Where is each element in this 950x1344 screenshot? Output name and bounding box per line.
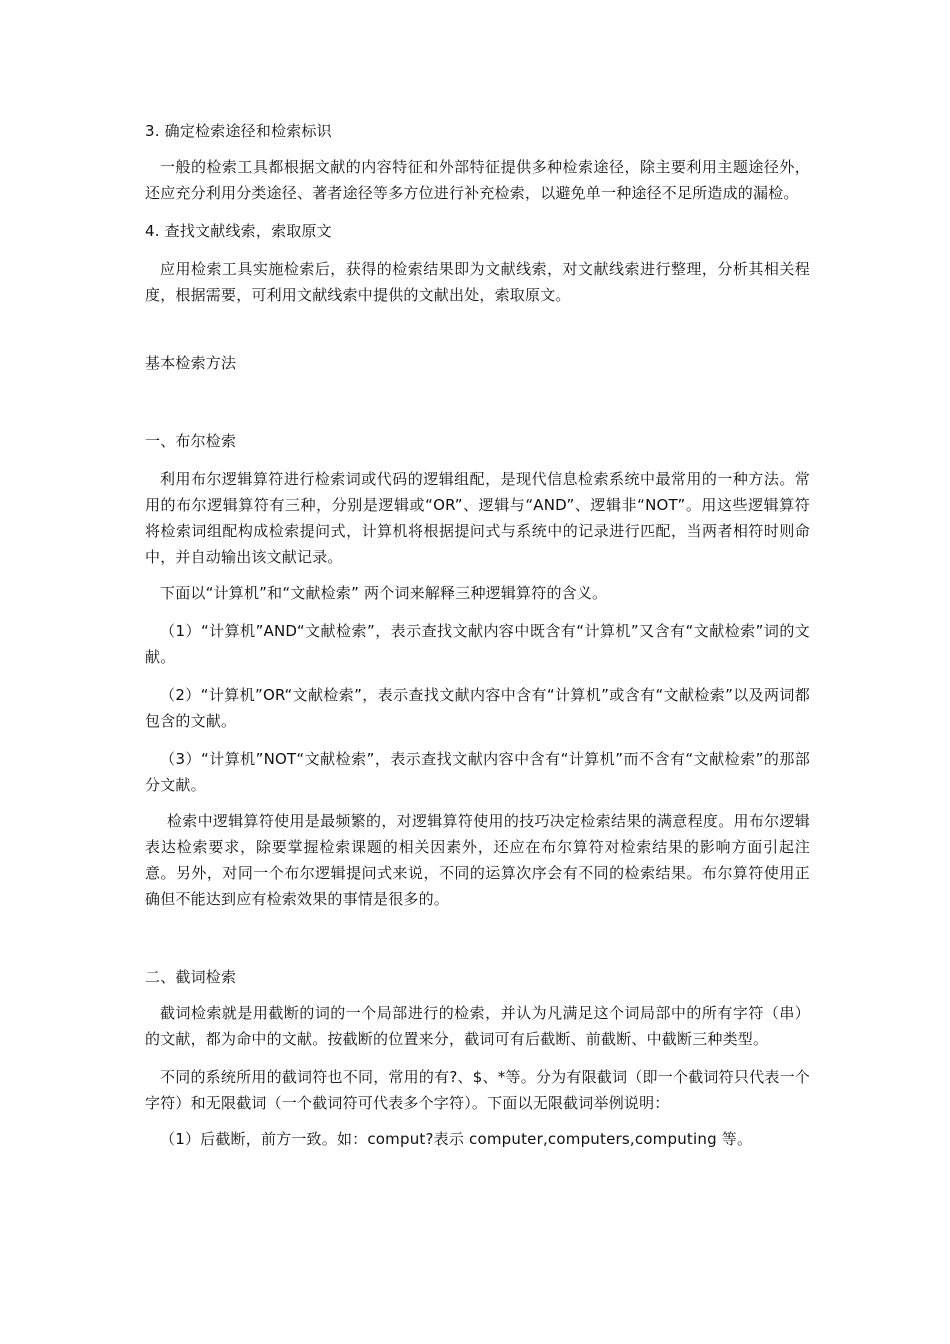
document-page bbox=[145, 118, 810, 1152]
boolean-note-paragraph: 检索中逻辑算符使用是最频繁的，对逻辑算符使用的技巧决定检索结果的满意程度。用布尔逻辑表达检索要求，除要掌握检索课题的相关因素外，还应在布尔算符对检索结果的影响方面引起注意。另外，对同一个布尔逻辑提问式来说，不同的运算次序会有不同的检索结果。布尔算符使用正确但不能达到应有检索效果的事情是很多的。 bbox=[145, 812, 810, 908]
section-3-paragraph: 一般的检索工具都根据文献的内容特征和外部特征提供多种检索途径，除主要利用主题途径外，还应充分利用分类途径、著者途径等多方位进行补充检索，以避免单一种途径不足所造成的漏检。 bbox=[145, 158, 810, 202]
section-4-heading: 4. 查找文献线索，索取原文 bbox=[145, 222, 332, 240]
truncation-symbols-paragraph: 不同的系统所用的截词符也不同，常用的有?、$、*等。分为有限截词（即一个截词符只代表一个字符）和无限截词（一个截词符可代表多个字符）。下面以无限截词举例说明： bbox=[145, 1068, 810, 1112]
section-4-paragraph: 应用检索工具实施检索后，获得的检索结果即为文献线索，对文献线索进行整理，分析其相关程度，根据需要，可利用文献线索中提供的文献出处，索取原文。 bbox=[145, 260, 810, 304]
truncation-item-suffix: （1）后截断，前方一致。如：comput?表示 computer,computers,computing 等。 bbox=[160, 1130, 753, 1148]
truncation-search-heading: 二、截词检索 bbox=[145, 968, 237, 986]
boolean-item-and: （1）“计算机”AND“文献检索”，表示查找文献内容中既含有“计算机”又含有“文献检索”词的文献。 bbox=[145, 622, 810, 666]
boolean-item-not: （3）“计算机”NOT“文献检索”，表示查找文献内容中含有“计算机”而不含有“文献检索”的那部分文献。 bbox=[145, 750, 810, 794]
boolean-intro-paragraph: 下面以“计算机”和“文献检索” 两个词来解释三种逻辑算符的含义。 bbox=[160, 584, 608, 602]
truncation-paragraph: 截词检索就是用截断的词的一个局部进行的检索，并认为凡满足这个词局部中的所有字符（串）的文献，都为命中的文献。按截断的位置来分，截词可有后截断、前截断、中截断三种类型。 bbox=[145, 1004, 810, 1048]
boolean-search-heading: 一、布尔检索 bbox=[145, 432, 237, 450]
basic-methods-heading: 基本检索方法 bbox=[145, 354, 237, 372]
section-3-heading: 3. 确定检索途径和检索标识 bbox=[145, 122, 332, 140]
boolean-search-paragraph: 利用布尔逻辑算符进行检索词或代码的逻辑组配，是现代信息检索系统中最常用的一种方法。常用的布尔逻辑算符有三种，分别是逻辑或“OR”、逻辑与“AND”、逻辑非“NOT”。用这些逻辑算符将检索词组配构成检索提问式，计算机将根据提问式与系统中的记录进行匹配，当两者相符时则命中，并自动输出该文献记录。 bbox=[145, 470, 810, 566]
boolean-item-or: （2）“计算机”OR“文献检索”，表示查找文献内容中含有“计算机”或含有“文献检索”以及两词都包含的文献。 bbox=[145, 686, 810, 730]
